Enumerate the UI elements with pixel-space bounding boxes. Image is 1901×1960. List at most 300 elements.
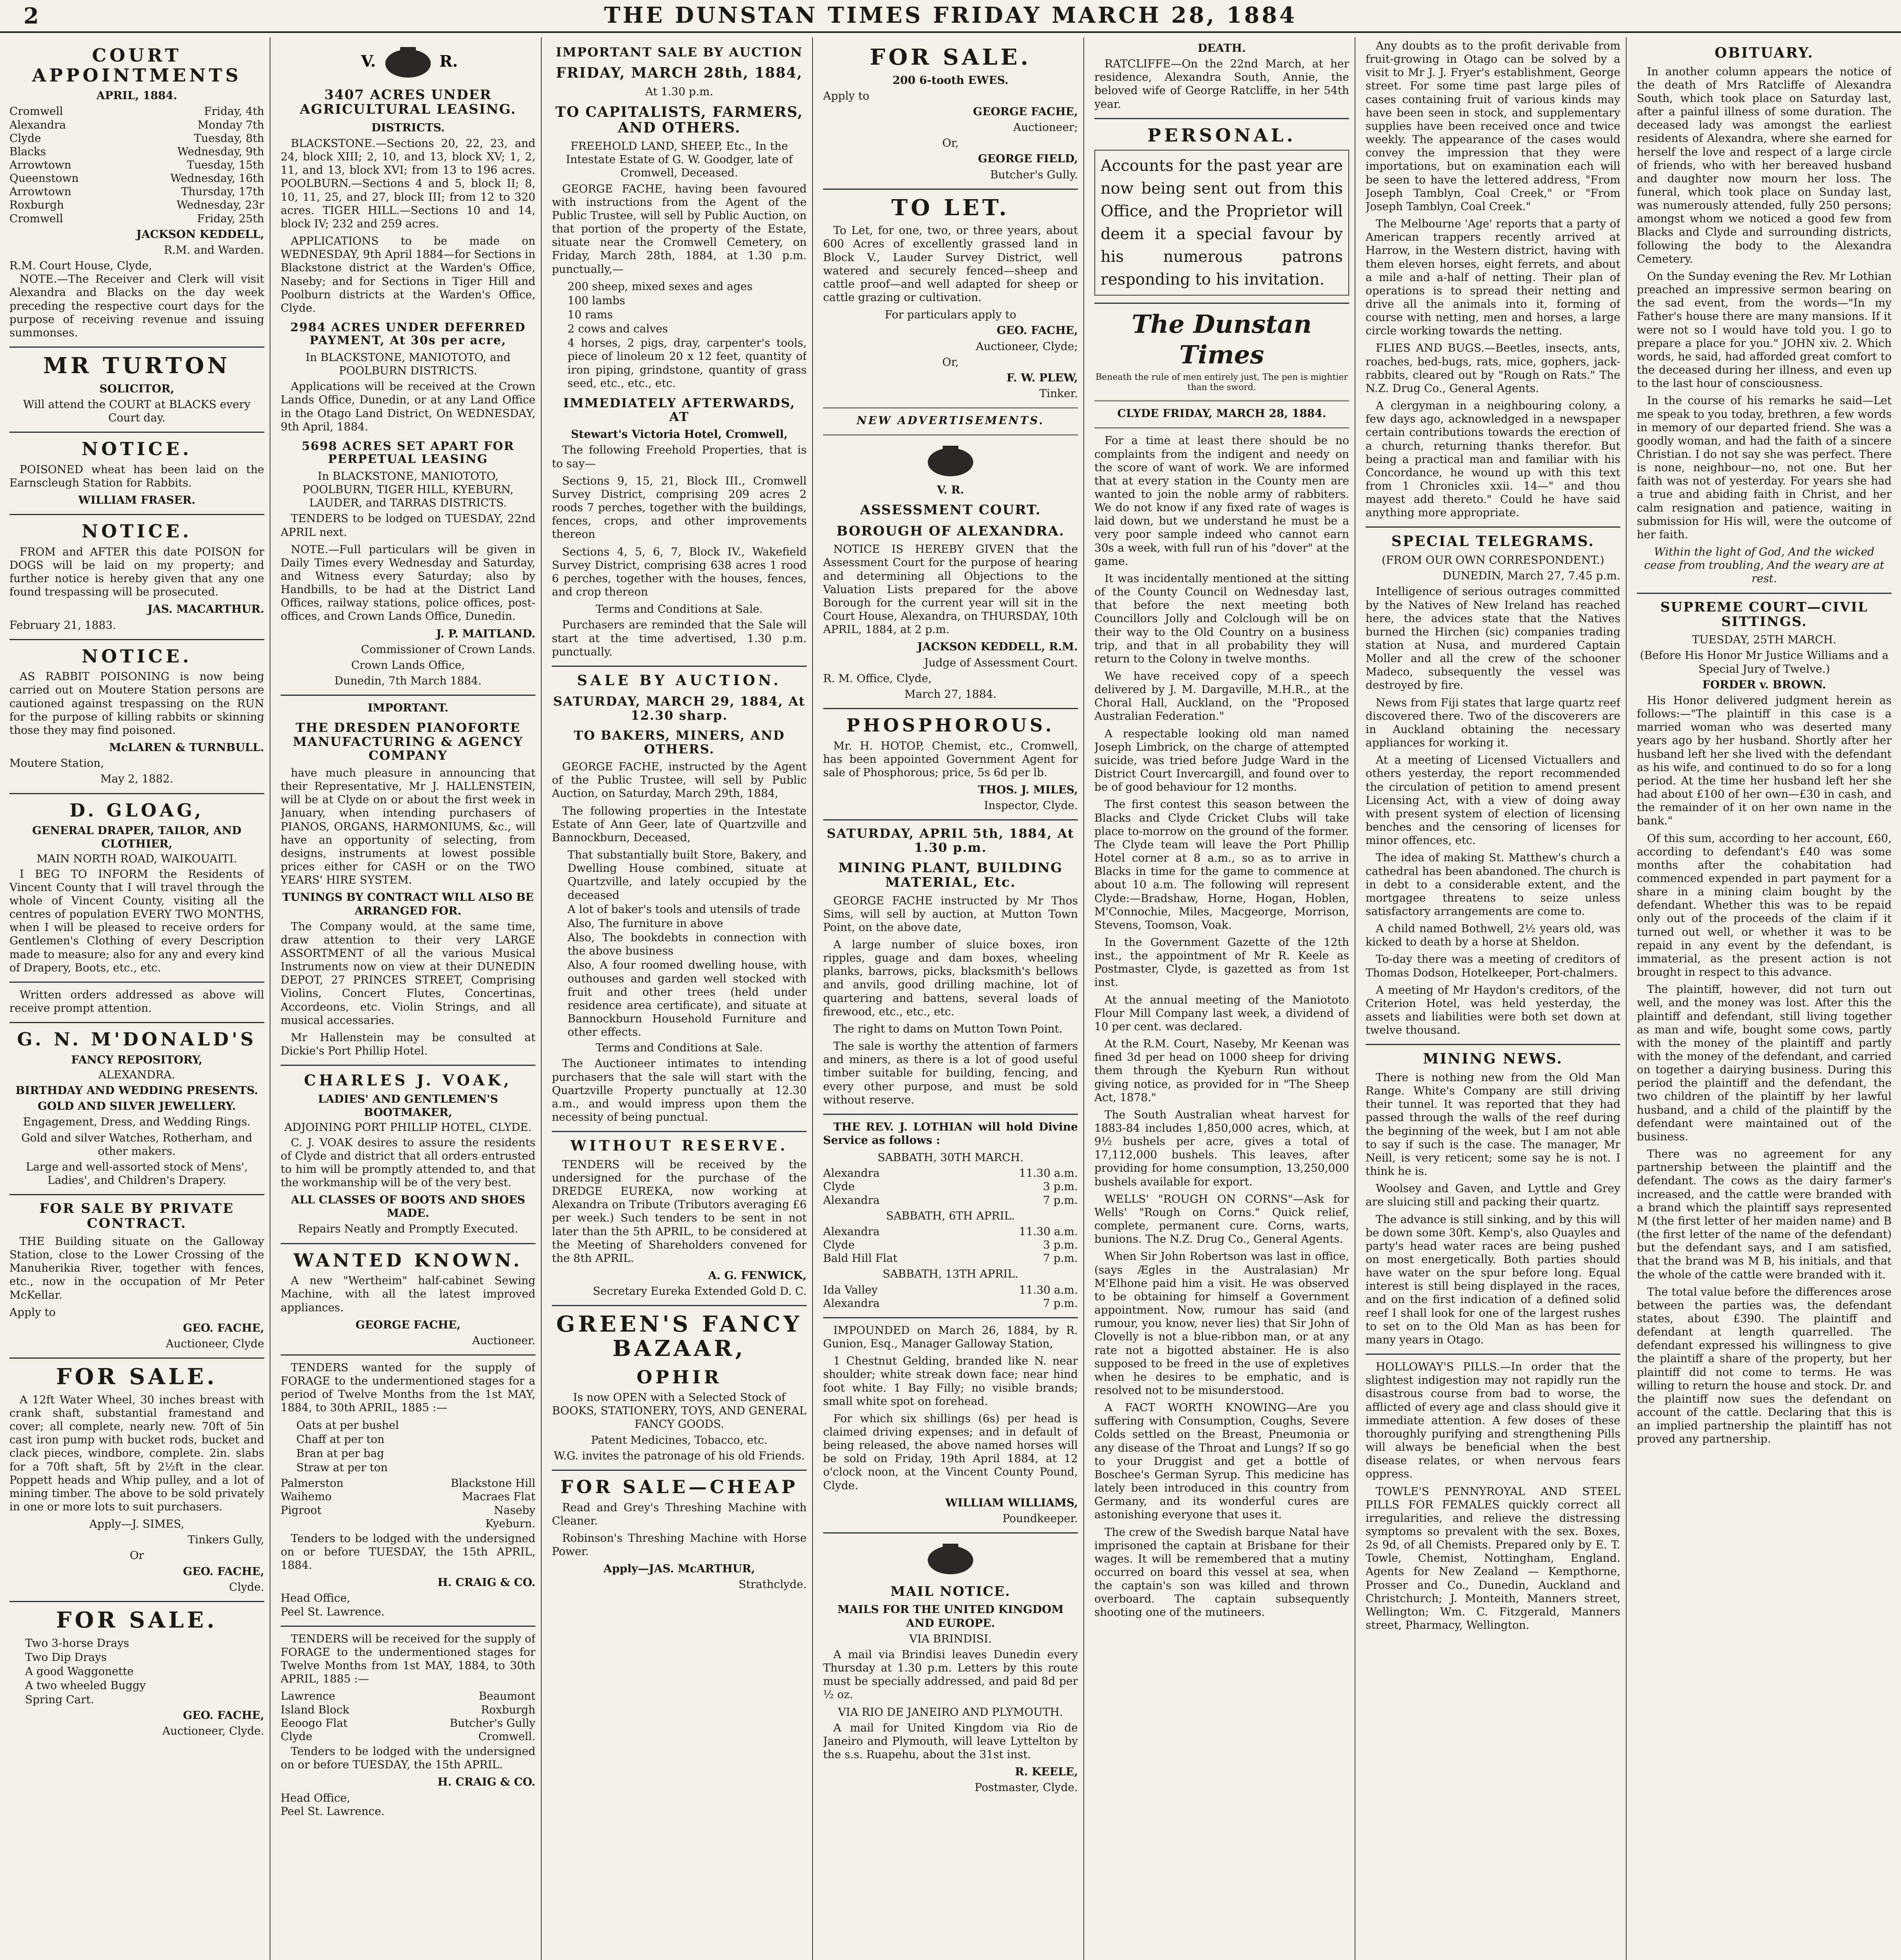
column-rule: [541, 37, 542, 1960]
mining-sale-heading: MINING PLANT, BUILDING MATERIAL, Etc.: [838, 860, 1063, 891]
divider: [281, 1243, 535, 1244]
news-paragraph: For a time at least there should be no complaints from the indigent and needy on the score of want of work. We are informed that at every station in the County men are wanted to join the noble army of rabbiters. We do not know if any fixed rate of wages is laid down, but we understand he must be a very poor sample indeed who cannot earn 30s a week, with full run of his "dover" at the game.: [1094, 434, 1349, 568]
telegram-paragraph: News from Fiji states that large quartz reef discovered there. Two of the discoverers are in Auckland obtaining the necessary appliances for working it.: [1366, 696, 1620, 750]
supreme-court-heading: SUPREME COURT—CIVIL SITTINGS.: [1660, 599, 1868, 630]
divider: [281, 695, 535, 696]
column-rule: [1626, 37, 1627, 1960]
perpetual-sub: In BLACKSTONE, MANIOTOTO, POOLBURN, TIGER HILL, KYEBURN, LAUDER, and TARRAS DISTRICTS.: [302, 469, 514, 510]
mining-sale-note: The sale is worthy the attention of farmers and miners, as there is a lot of good useful timber suitable for building, fencing, and every other purpose, and must be sold without reserve.: [823, 1040, 1078, 1106]
death-heading: DEATH.: [1197, 42, 1246, 54]
impound-signature-title: Poundkeeper.: [1002, 1512, 1078, 1525]
schedule-place: Alexandra: [823, 1225, 880, 1238]
mail-heading: MAIL NOTICE.: [890, 1584, 1011, 1600]
list-item: That substantially built Store, Bakery, and Dwelling House combined, situate at Quartzville, and lately occupied by the deceased: [568, 848, 807, 902]
list-item: Straw at per ton: [296, 1461, 388, 1474]
mcdonald-line: Engagement, Dress, and Wedding Rings.: [23, 1115, 251, 1129]
terms: Terms and Conditions at Sale.: [595, 603, 763, 616]
court-paragraph: The total value before the differences arose between the parties was, the defendant states, about £390. The plaintiff and defendant at length quarrelled. The defendant expressed his willingness to give the plaintiff a share of the property, but her plaintiff did not come to terms. He was willing to return the house and stock. Dr. and the plaintiff now sues the defendant on account of the cattle. Declaring that this is an implied partnership the plaintiff has not proved any partnership.: [1637, 1285, 1892, 1446]
notice3-date: May 2, 1882.: [100, 772, 173, 786]
phosphorous-text: Mr. H. HOTOP, Chemist, etc., Cromwell, has been appointed Government Agent for sale of Phosphorous; price, 5s 6d per lb.: [823, 739, 1078, 779]
sale1-or: Or: [129, 1549, 144, 1562]
schedule-place: Alexandra: [823, 1167, 880, 1180]
list-item: Also, The bookdebts in connection with the above business: [568, 931, 807, 958]
lothian-heading: THE REV. J. LOTHIAN will hold Divine Service as follows :: [823, 1120, 1078, 1147]
telegram-paragraph: The idea of making St. Matthew's church a cathedral has been abandoned. The church is in debt to a considerable extent, and the mortgagee threatens to seize unless satisfactory arrangements are come to.: [1366, 851, 1620, 918]
news-paragraph: In the Government Gazette of the 12th inst., the appointment of Mr R. Keele as Postmaster, Clyde, is gazetted as from 1st inst.: [1094, 935, 1349, 989]
schedule-place: Bald Hill Flat: [823, 1252, 898, 1265]
column-7: [1637, 39, 1892, 1960]
schedule-value: 7 p.m.: [1043, 1296, 1078, 1310]
mail-signature-title: Postmaster, Clyde.: [974, 1781, 1078, 1794]
impound-text: IMPOUNDED on March 26, 1884, by R. Gunion, Esq., Manager Galloway Station,: [823, 1323, 1078, 1350]
place-row: [281, 1477, 535, 1490]
divider: [552, 1131, 807, 1132]
telegrams-sub: (FROM OUR OWN CORRESPONDENT.): [1382, 554, 1604, 567]
place-name: Cromwell.: [478, 1730, 535, 1743]
notice3-place: Moutere Station,: [9, 757, 104, 770]
news-paragraph: WELLS' "ROUGH ON CORNS"—Ask for Wells' "Rough on Corns." Quick relief, complete, permanent cure. Corns, warts, bunions. The N.Z. Drug Co., General Agents.: [1094, 1192, 1349, 1246]
cheap-place: Strathclyde.: [738, 1578, 807, 1591]
forage-office-2: Peel St. Lawrence.: [281, 1605, 385, 1618]
green-heading: GREEN'S FANCY BAZAAR,: [556, 1311, 802, 1361]
new-ads-heading: NEW ADVERTISEMENTS.: [856, 414, 1045, 427]
to-let-signature-place: Tinker.: [1039, 387, 1078, 400]
schedule-value: Wednesday, 23r: [176, 198, 264, 212]
mail-text: MAILS FOR THE UNITED KINGDOM AND EUROPE.: [837, 1603, 1064, 1630]
schedule-place: Clyde: [9, 131, 41, 145]
news-paragraph: The South Australian wheat harvest for 1883-84 includes 1,850,000 acres, which, at 9½ bushels per acre, gives a total of 17,112,000 bushels. This leaves, after providing for home consumption, 13,250,000 bushels available for export.: [1094, 1108, 1349, 1188]
piano-heading: THE DRESDEN PIANOFORTE MANUFACTURING & AGENCY COMPANY: [293, 720, 523, 763]
supreme-court-case: FORDER v. BROWN.: [1702, 678, 1826, 691]
notice2-signature: JAS. MACARTHUR.: [147, 603, 264, 616]
mcdonald-line: BIRTHDAY AND WEDDING PRESENTS.: [15, 1084, 258, 1097]
reserve-signature: A. G. FENWICK,: [708, 1269, 807, 1282]
list-item: Oats at per bushel: [296, 1418, 399, 1432]
mining-sale-also: The right to dams on Mutton Town Point.: [833, 1022, 1063, 1035]
place-name: Pigroot: [281, 1503, 322, 1517]
mail-via: VIA BRINDISI.: [909, 1632, 992, 1645]
forage2-office-2: Peel St. Lawrence.: [281, 1804, 385, 1818]
forage-signature: H. CRAIG & CO.: [437, 1576, 535, 1589]
wanted-text: A new "Wertheim" half-cabinet Sewing Machine, with all the latest improved appliances.: [281, 1274, 535, 1314]
schedule-row: [9, 132, 264, 145]
forage-items: [281, 1419, 535, 1475]
schedule-place: Arrowtown: [9, 185, 71, 198]
freehold-intro: The following Freehold Properties, that is to say—: [552, 443, 807, 470]
forage-places: [281, 1477, 535, 1530]
column-1: [9, 39, 264, 1960]
court-paragraph: There was no agreement for any partnership between the plaintiff and the defendant. The cows as the dairy farmer's increased, and the cattle were branded with a brand which the plaintiff says represented M (the first letter of her maiden name) and B (the first letter of the name of the defendant) but the defendant says, and I am satisfied, that the brand was M B, his initials, and that the whole of the cattle were branded with it.: [1637, 1147, 1892, 1281]
assessment-sub: BOROUGH OF ALEXANDRA.: [836, 523, 1065, 539]
lease-text: BLACKSTONE.—Sections 20, 22, 23, and 24, block XIII; 2, 10, and 13, block XV; 1, 2, 11, and 13, block XVI; from 13 to 196 acres. POOLBURN.—Sections 4 and 5, block II; 8, 10, 11, 25, and 27, block III; from 12 to 320 acres. TIGER HILL.—Sections 10 and 14, block IV; 232 and 259 acres.: [281, 136, 535, 230]
divider: [9, 1022, 264, 1023]
sale2-terms: Terms and Conditions at Sale.: [595, 1041, 763, 1054]
voak-name: CHARLES J. VOAK,: [304, 1071, 512, 1089]
mining-sale-text: GEORGE FACHE instructed by Mr Thos Sims, will sell by auction, at Mutton Town Point, on the above date,: [823, 894, 1078, 934]
column-2: [281, 39, 535, 1960]
voak-text: C. J. VOAK desires to assure the residents of Clyde and district that all orders entrusted to him will be promptly attended to, and that the workmanship will be of the very best.: [281, 1136, 535, 1189]
place-row: [281, 1490, 535, 1503]
place-name: Waihemo: [281, 1490, 332, 1503]
reserve-heading: WITHOUT RESERVE.: [570, 1138, 788, 1154]
divider: [1637, 593, 1892, 594]
sale2-heading: FOR SALE.: [56, 1607, 218, 1633]
reserve-text: TENDERS will be received by the undersigned for the purchase of the DREDGE EUREKA, now working at Alexandra on Tribute (Tributors averaging £6 per week.) Such tenders to be sent in not later than the 5th APRIL, to be considered at the Meeting of Shareholders convened for the 8th APRIL.: [552, 1158, 807, 1265]
telegrams-dateline: DUNEDIN, March 27, 7.45 p.m.: [1442, 569, 1620, 583]
list-item: A good Waggonette: [25, 1664, 134, 1678]
important-sale-heading: IMPORTANT SALE BY AUCTION: [556, 45, 803, 60]
news-paragraph: At the annual meeting of the Maniototo Flour Mill Company last week, a dividend of 10 per cent. was declared.: [1094, 993, 1349, 1033]
news-paragraph: A respectable looking old man named Joseph Limbrick, on the charge of attempted suicide, was tried before Judge Ward in the District Court Invercargill, and found over to be of good behaviour for 12 months.: [1094, 727, 1349, 794]
forage2-office: Head Office,: [281, 1791, 350, 1804]
forage2-places: [281, 1690, 535, 1743]
mail-text-2: A mail via Brindisi leaves Dunedin every Thursday at 1.30 p.m. Letters by this route must be specially addressed, and paid 8d per ½ oz.: [823, 1648, 1078, 1701]
divider: [9, 639, 264, 640]
royal-crest-icon: [823, 1539, 1078, 1578]
lease-heading: 3407 ACRES UNDER AGRICULTURAL LEASING.: [299, 87, 517, 118]
for-sale-signature-title: Auctioneer;: [1013, 121, 1078, 134]
news-paragraph: A clergyman in a neighbouring colony, a few days ago, acknowledged in a newspaper certain contributions towards the erection of a church, returning thanks therefor. But being a practical man and familiar with his Concordance, he wound up with this text from 1 Chronicles xxii. 14—" and thou mayest add thereto." Could he have said anything more appropriate.: [1366, 399, 1620, 519]
deferred-text: Applications will be received at the Crown Lands Office, Dunedin, or at any Land Office in the Otago Land District, On WEDNESDAY, 9th April, 1884.: [281, 380, 535, 433]
forage2-text: TENDERS will be received for the supply of FORAGE to the undermentioned stages for Twelve Months from 1st MAY, 1884, to 30th APRIL, 1885 :—: [281, 1632, 535, 1686]
schedule-value: Tuesday, 15th: [187, 158, 264, 171]
mining-paragraph: Woolsey and Gaven, and Lyttle and Grey are sluicing still and packing their quartz.: [1366, 1182, 1620, 1209]
divider: [823, 1532, 1078, 1534]
sale2-signature-title: Auctioneer, Clyde.: [162, 1724, 264, 1738]
assessment-signature: JACKSON KEDDELL, R.M.: [917, 640, 1078, 653]
news-paragraph: Any doubts as to the profit derivable from fruit-growing in Otago can be solved by a visit to Mr J. J. Fryer's establishment, George street. For some time past large piles of cases containing fruit of various kinds may have been seen in stock, and supplementary supplies have been received once and twice weekly. The appearance of the cases would convey the impression that they were importations, but on examination each will be seen to have the lettered address, "From Joseph Tamblyn, Coal Creek," or "From Joseph Tamblyn, Coal Creek.": [1366, 39, 1620, 213]
court-paragraph: The plaintiff, however, did not turn out well, and the money was lost. After this the plaintiff and defendant, still living together as man and wife, bought some cows, partly with the money of the plaintiff and partly with the money of the defendant, and carried on together a dairying business. During this period the plaintiff and the defendant, the two children of the plaintiff by her lawful husband, and a child of the plaintiff by the defendant were maintained out of the business.: [1637, 983, 1892, 1143]
court-date: APRIL, 1884.: [96, 89, 177, 102]
divider: [1094, 303, 1349, 304]
divider: [9, 982, 264, 983]
paper-motto: Beneath the rule of men entirely just, The pen is mightier than the sword.: [1096, 372, 1348, 393]
divider: [823, 407, 1078, 408]
sale2-text: GEORGE FACHE, instructed by the Agent of the Public Trustee, will sell by Public Auction, on Saturday, March 29th, 1884,: [552, 760, 807, 800]
freehold-text: Sections 9, 15, 21, Block III., Cromwell Survey District, comprising 209 acres 2 roods 7 perches, together with the buildings, fences, crops, and other improvements thereon: [552, 474, 807, 541]
piano-text-2: The Company would, at the same time, draw attention to their very LARGE ASSORTMENT of all the various Musical Instruments now on view at their DUNEDIN DEPOT, 27 PRINCES STREET, Comprising Violins, Concert Flutes, Concertinas, Accordeons, etc. Violin Strings, and all musical accessaries.: [281, 920, 535, 1027]
wanted-heading: WANTED KNOWN.: [293, 1249, 523, 1271]
voak-line: ALL CLASSES OF BOOTS AND SHOES MADE.: [291, 1193, 525, 1220]
gloag-name: D. GLOAG,: [69, 799, 204, 821]
sale-to: TO CAPITALISTS, FARMERS, AND OTHERS.: [555, 103, 804, 136]
schedule-value: Wednesday, 16th: [170, 172, 264, 185]
column-5: [1094, 39, 1349, 1960]
sale1-text: A 12ft Water Wheel, 30 inches breast with crank shaft, substantial framestand and cover; all complete, nearly new. 70ft of 5in cast iron pump with bucket rods, bucket and clack pieces, windbore, complete. 2in. slabs for a 70ft shaft, 5ft by 2½ft in the clear. Poppett heads and Whip pulley, and a lot of mining timber. The above to be sold privately in one or more lots to suit purchasers.: [9, 1393, 264, 1513]
schedule-place: Cromwell: [9, 105, 63, 118]
schedule-place: Cromwell: [9, 212, 63, 225]
court-signature-title: R.M. and Warden.: [164, 243, 264, 256]
to-let-signature-2: F. W. PLEW,: [1006, 371, 1078, 384]
schedule-place: Queenstown: [9, 172, 79, 185]
impound-items: 1 Chestnut Gelding, branded like N. near shoulder; white streak down face; near hind foot white. 1 Bay Filly; no visible brands; small white spot on forehead.: [823, 1354, 1078, 1408]
court-note: NOTE.—The Receiver and Clerk will visit Alexandra and Blacks on the day week preceding the respective court days for the purpose of receiving revenue and issuing summonses.: [9, 272, 264, 339]
news-paragraph: The Melbourne 'Age' reports that a party of American trappers recently arrived at Harrow, in the Western district, having with them eleven horses, eight ferrets, and about a mile and a-half of netting. Their plan of operations is to spread their netting and drive all the animals into it, forming of course with netting, men and horses, a large circle working towards the netting.: [1366, 217, 1620, 338]
place-row: [281, 1690, 535, 1703]
mcdonald-name: G. N. M'DONALD'S: [17, 1029, 257, 1050]
personal-heading: PERSONAL.: [1147, 124, 1296, 146]
vr-mark: V. R.: [937, 483, 964, 497]
contract-apply: Apply to: [9, 1305, 56, 1319]
court-paragraph: Of this sum, according to her account, £60, according to defendant's £40 was some months after the cohabitation had commenced expended in part payment for a share in a mining claim bought by the defendant. Whether this was to be repaid only out of the proceeds of the claim if it turned out well, or whether it was to be repaid in any event by the defendant, is immaterial, as the present action is not brought in respect to this advance.: [1637, 831, 1892, 979]
schedule-value: 11.30 a.m.: [1019, 1167, 1078, 1180]
perpetual-note: NOTE.—Full particulars will be given in Daily Times every Wednesday and Saturday, and Witness every Saturday; also by Handbills, to be had at the District Land Offices, railway stations, police offices, post-offices, and Crown Lands Office, Dunedin.: [281, 543, 535, 623]
phosphorous-signature-title: Inspector, Clyde.: [984, 799, 1078, 812]
important-heading: IMPORTANT.: [368, 701, 448, 715]
impound-note: For which six shillings (6s) per head is claimed driving expenses; and in default of being released, the above named horses will be sold on Friday, 19th April 1884, at 12 o'clock noon, at the Vincent County Pound, Clyde.: [823, 1412, 1078, 1492]
divider: [281, 1354, 535, 1356]
schedule-row: [9, 212, 264, 225]
to-let-or: Or,: [942, 355, 959, 368]
gloag-address: MAIN NORTH ROAD, WAIKOUAITI.: [36, 852, 237, 866]
divider: [552, 1305, 807, 1306]
list-item: A lot of baker's tools and utensils of trade: [568, 902, 800, 916]
schedule-place: Clyde: [823, 1180, 855, 1193]
divider: [1094, 427, 1349, 428]
schedule-value: 11.30 a.m.: [1019, 1283, 1078, 1296]
list-item: 10 rams: [568, 308, 613, 321]
notice2-text: FROM and AFTER this date POISON for DOGS will be laid on my property; and further notice is hereby given that any one found trespassing will be prosecuted.: [9, 545, 264, 599]
schedule-place: Alexandra: [823, 1296, 880, 1310]
forage2-close: Tenders to be lodged with the undersigned on or before TUESDAY, the 15th APRIL.: [281, 1745, 535, 1771]
supreme-court-sub: (Before His Honor Mr Justice Williams and a Special Jury of Twelve.): [1640, 649, 1889, 675]
news-paragraph: When Sir John Robertson was last in office, (says Ægles in the Australasian) Mr M'Elhone paid him a visit. He was observed to be obtaining for himself a Government appointment. Now, rumour has said (and rumour, you know, never lies) that Sir John of Clovelly is not a blue-ribbon man, or at any rate not a bigotted abstainer. He is also supposed to be freed in the use of expletives when he desires to be emphatic, and is resolved not to be misunderstood.: [1094, 1250, 1349, 1397]
contract-text: THE Building situate on the Galloway Station, close to the Lower Crossing of the Manuherikia River, together with fences, etc., now in the occupation of Mr Peter McKellar.: [9, 1234, 264, 1301]
divider: [552, 666, 807, 667]
divider: [1366, 1354, 1620, 1355]
telegram-paragraph: A meeting of Mr Haydon's creditors, of the Criterion Hotel, was held yesterday, the assets and liabilities were both set down at twelve thousand.: [1366, 983, 1620, 1037]
divider: [281, 1626, 535, 1627]
supreme-court-date: TUESDAY, 25TH MARCH.: [1692, 633, 1837, 646]
news-paragraph: It was incidentally mentioned at the sitting of the County Council on Wednesday last, that before the next meeting both Councillors Jolly and Colclough will be on their way to the Old Country on a business trip, and that in all probability they will return to the Colony in twelve months.: [1094, 572, 1349, 665]
forage-office: Head Office,: [281, 1592, 350, 1605]
news-paragraph: At the R.M. Court, Naseby, Mr Keenan was fined 3d per head on 1000 sheep for driving them through the Kyeburn Run without giving notice, as provided for in "The Sheep Act, 1878.": [1094, 1037, 1349, 1104]
list-item: 2 cows and calves: [568, 322, 668, 336]
schedule-row: [823, 1252, 1078, 1265]
contract-signature: GEO. FACHE,: [183, 1321, 264, 1334]
for-sale-heading: FOR SALE.: [869, 44, 1032, 70]
purchasers-note: Purchasers are reminded that the Sale will start at the time advertised, 1.30 p.m. punctually.: [552, 618, 807, 658]
schedule-place: Arrowtown: [9, 158, 71, 171]
schedule-place: Roxburgh: [9, 198, 64, 212]
for-sale-signature-2: GEORGE FIELD,: [978, 152, 1078, 165]
place-name: Eeoogo Flat: [281, 1716, 348, 1730]
column-3: [552, 39, 807, 1960]
notice3-text: AS RABBIT POISONING is now being carried out on Moutere Station persons are cautioned against trespassing on the RUN for the purpose of killing rabbits or skinning those they may find poisoned.: [9, 670, 264, 737]
gloag-text: I BEG TO INFORM the Residents of Vincent County that I will travel through the whole of Vincent County, visiting all the centres of population EVERY TWO MONTHS, when I will be pleased to receive orders for Gentlemen's Clothing of every Description made to measure; also for any and every kind of Drapery, Boots, etc., etc.: [9, 867, 264, 974]
voak-trade: LADIES' AND GENTLEMEN'S BOOTMAKER,: [318, 1093, 498, 1119]
divider: [9, 1194, 264, 1195]
forage-close: Tenders to be lodged with the undersigned on or before TUESDAY, the 15th APRIL, 1884.: [281, 1532, 535, 1572]
sale2-list: [9, 1637, 264, 1707]
sale1-signature: GEO. FACHE,: [183, 1564, 264, 1578]
schedule-place: Clyde: [823, 1238, 855, 1252]
reserve-signature-title: Secretary Eureka Extended Gold D. C.: [593, 1285, 807, 1298]
list-item: A two wheeled Buggy: [25, 1679, 146, 1692]
districts-heading: DISTRICTS.: [371, 121, 445, 134]
list-item: Also, A four roomed dwelling house, with outhouses and garden well stocked with fruit and other trees (held under residence area certificate), and situate at Bannockburn Household Furniture and other effects.: [568, 958, 807, 1039]
list-item: Two 3-horse Drays: [25, 1636, 129, 1650]
for-sale-text: 200 6-tooth EWES.: [892, 73, 1009, 87]
schedule-place: Blacks: [9, 145, 46, 158]
assessment-signature-title: Judge of Assessment Court.: [924, 656, 1078, 669]
perpetual-heading: 5698 ACRES SET APART FOR PERPETUAL LEASING: [301, 439, 515, 466]
freehold-text: Sections 4, 5, 6, 7, Block IV., Wakefield Survey District, comprising 638 acres 1 rood 6 perches, together with the houses, fences, and crop thereon: [552, 545, 807, 599]
place-name: Beaumont: [479, 1690, 535, 1703]
piano-text: have much pleasure in announcing that their Representative, Mr J. HALLENSTEIN, will be at Clyde on or about the first week in January, when intending purchasers of PIANOS, ORGANS, HARMONIUMS, &c., will have an opportunity of selecting, from designs, instruments at lowest possible prices either for CASH or on the TWO YEARS' HIRE SYSTEM.: [281, 766, 535, 887]
green-place: OPHIR: [637, 1366, 722, 1388]
mining-paragraph: There is nothing new from the Old Man Range. White's Company are still driving their tunnel. It was reported that they had passed through the walls of the reef during the beginning of the week, but I am not able to say if such is the case. The manager, Mr Neill, is very reticent; some say he is not. I think he is.: [1366, 1071, 1620, 1178]
divider: [9, 793, 264, 794]
news-paragraph: A FACT WORTH KNOWING—Are you suffering with Consumption, Coughs, Severe Colds settled on the Breast, Pneumonia or any disease of the Throat and Lungs? If so go to your Druggist and get a bottle of Boschee's German Syrup. This medicine has lately been introduced in this country from Germany, and its wonderful cures are astonishing everyone that uses it.: [1094, 1401, 1349, 1521]
obituary-paragraph: In the course of his remarks he said—Let me speak to you today, brethren, a few words in memory of our departed friend. She was a goodly woman, and had the faith of a sincere Christian. I do not say she was perfect. There is none, neighbour—no, not one. But her faith was not of yesterday. For years she had a true and abiding faith in Christ, and her calm resignation and patience, waiting in submission for His will, were the outcome of her faith.: [1637, 394, 1892, 541]
list-item: Two Dip Drays: [25, 1650, 107, 1664]
paper-nameplate: The Dunstan Times: [1132, 310, 1312, 370]
contract-signature-title: Auctioneer, Clyde: [166, 1337, 264, 1350]
voak-line: Repairs Neatly and Promptly Executed.: [298, 1222, 518, 1236]
divider: [823, 434, 1078, 436]
lease-apply: APPLICATIONS to be made on WEDNESDAY, 9th April 1884—for Sections in Blackstone district at the Warden's Office, Naseby; and for Sections in Tiger Hill and Poolburn districts at the Warden's Office, Clyde.: [281, 234, 535, 314]
court-paragraph: His Honor delivered judgment herein as follows:—"The plaintiff in this case is a married woman who was deserted many years ago by her husband. Shortly after her husband left her she lived with the defendant as his wife, and continued to do so for a long period. At the time her husband left her she had about £100 of her own—£30 in cash, and the remainder of it on her own name in the bank.": [1637, 693, 1892, 828]
masthead-title: THE DUNSTAN TIMES FRIDAY MARCH 28, 1884: [604, 2, 1297, 28]
hotel-name: Stewart's Victoria Hotel, Cromwell,: [571, 428, 788, 441]
cheap-text: Read and Grey's Threshing Machine with Cleaner.: [552, 1501, 807, 1527]
wanted-signature-title: Auctioneer.: [472, 1334, 535, 1347]
place-row: [281, 1517, 535, 1530]
schedule-place: Alexandra: [823, 1193, 880, 1207]
perpetual-text: TENDERS to be lodged on TUESDAY, 22nd APRIL next.: [281, 512, 535, 539]
perpetual-office: Crown Lands Office,: [351, 658, 465, 671]
royal-crest-icon: [281, 42, 535, 82]
perpetual-signature: J. P. MAITLAND.: [436, 627, 535, 640]
list-item: Spring Cart.: [25, 1693, 94, 1706]
news-paragraph: We have received copy of a speech delivered by J. M. Dargaville, M.H.R., at the Choral Hall, Auckland, on the "Proposed Australian Federation.": [1094, 670, 1349, 723]
telegram-paragraph: To-day there was a meeting of creditors of Thomas Dodson, Hotelkeeper, Port-chalmers.: [1366, 953, 1620, 979]
notice1-text: POISONED wheat has been laid on the Earnscleugh Station for Rabbits.: [9, 463, 264, 489]
divider: [552, 1470, 807, 1471]
lothian-sabbath: SABBATH, 30TH MARCH.: [877, 1151, 1024, 1164]
for-sale-apply: Apply to: [823, 89, 869, 102]
paper-dateline: CLYDE FRIDAY, MARCH 28, 1884.: [1117, 407, 1326, 420]
schedule-place: Ida Valley: [823, 1283, 878, 1296]
court-office: R.M. Court House, Clyde,: [9, 259, 152, 272]
schedule-row: [9, 198, 264, 212]
lothian-schedule: [823, 1225, 1078, 1265]
schedule-row: [823, 1225, 1078, 1238]
towle-ad: TOWLE'S PENNYROYAL AND STEEL PILLS FOR FEMALES quickly correct all irregularities, and relieve the distressing symptoms so prevalent with the sex. Boxes, 2s 9d, of all Chemists. Prepared only by E. T. Towle, Chemist, Nottingham, England. Agents for New Zealand — Kempthorne, Prosser and Co., Dunedin, Auckland and Christchurch; J. Monteith, Manners street, Wellington; Wm. C. Fitzgerald, Manners street, Pharmacy, Wellington.: [1366, 1485, 1620, 1632]
phosphorous-signature: THOS. J. MILES,: [978, 783, 1078, 797]
schedule-row: [9, 105, 264, 118]
wanted-signature: GEORGE FACHE,: [356, 1318, 461, 1331]
schedule-row: [9, 185, 264, 198]
schedule-row: [823, 1238, 1078, 1252]
lothian-schedule: [823, 1283, 1078, 1310]
schedule-value: Thursday, 17th: [181, 185, 264, 198]
telegram-paragraph: Intelligence of serious outrages committed by the Natives of New Ireland has reached here, the advices state that the Natives burned the Hirchen (sic) companies trading station at Nusa, and murdered Captain Moller and all the crew of the schooner Madeco, subsequently the vessel was destroyed by fire.: [1366, 585, 1620, 692]
divider: [1094, 118, 1349, 119]
obituary-paragraph: In another column appears the notice of the death of Mrs Ratcliffe of Alexandra South, which took place on Saturday last, after a painful illness of some duration. The deceased lady was amongst the earliest residents of Alexandra, where she earned for herself the love and respect of a large circle of friends, who with her bereaved husband and daughter now mourn her loss. The funeral, which took place on Sunday last, was numerously attended, fully 250 persons; amongst whom we noticed a good few from Blacks and Clyde and surrounding districts, following the body to the Alexandra Cemetery.: [1637, 65, 1892, 265]
divider: [9, 1357, 264, 1359]
mail-text-3: A mail for United Kingdom via Rio de Janeiro and Plymouth, will leave Lyttelton by the s.s. Ruapehu, about the 31st inst.: [823, 1721, 1078, 1761]
for-sale-signature: GEORGE FACHE,: [973, 105, 1078, 118]
mcdonald-line: Large and well-assorted stock of Mens', Ladies', and Children's Drapery.: [25, 1160, 248, 1187]
schedule-row: [823, 1194, 1078, 1207]
immediately-heading: IMMEDIATELY AFTERWARDS, AT: [563, 395, 796, 425]
notice2-date: February 21, 1883.: [9, 618, 116, 632]
mining-sale-date: SATURDAY, APRIL 5th, 1884, At 1.30 p.m.: [827, 826, 1074, 855]
divider: [1366, 1044, 1620, 1045]
turton-name: MR TURTON: [43, 353, 230, 379]
personal-notice: Accounts for the past year are now being sent out from this Office, and the Proprietor will deem it a special favour by his numerous patrons responding to his invitation.: [1094, 150, 1349, 296]
perpetual-date: Dunedin, 7th March 1884.: [334, 674, 482, 688]
sale2-items: [552, 848, 807, 1039]
deferred-heading: 2984 ACRES UNDER DEFERRED PAYMENT, At 30s per acre,: [290, 320, 526, 347]
schedule-value: 7 p.m.: [1043, 1252, 1078, 1265]
green-text: Is now OPEN with a Selected Stock of BOOKS, STATIONERY, TOYS, AND GENERAL FANCY GOODS.: [552, 1391, 807, 1431]
voak-address: ADJOINING PORT PHILLIP HOTEL, CLYDE.: [284, 1121, 532, 1134]
mcdonald-sub: FANCY REPOSITORY,: [71, 1053, 203, 1066]
to-let-signature: GEO. FACHE,: [996, 324, 1078, 337]
sale2-props: The following properties in the Intestate Estate of Ann Geer, late of Quartzville and Bannockburn, Deceased,: [552, 804, 807, 844]
column-6: [1366, 39, 1620, 1960]
obituary-paragraph: On the Sunday evening the Rev. Mr Lothian preached an impressive sermon bearing on the sad event, from the words—"In my Father's house there are many mansions. If it were not so I would have told you. I go to prepare a place for you." JOHN xiv. 2. Which words, he said, had afforded great comfort to the deceased during her illness, and even up to the last hour of consciousness.: [1637, 269, 1892, 390]
mail-signature: R. KEELE,: [1015, 1765, 1078, 1779]
schedule-row: [9, 118, 264, 132]
sale2-heading: SALE BY AUCTION.: [577, 672, 782, 689]
list-item: 4 horses, 2 pigs, dray, carpenter's tools, piece of linoleum 20 x 12 feet, quantity of iron piping, grindstone, quantity of grass seed, etc., etc., etc.: [568, 336, 807, 390]
forage-text: TENDERS wanted for the supply of FORAGE to the undermentioned stages for a period of Twelve Months from the 1st MAY, 1884, to 30th APRIL, 1885 :—: [281, 1361, 535, 1414]
for-sale-signature-place: Butcher's Gully.: [990, 168, 1078, 181]
turton-title: SOLICITOR,: [99, 382, 174, 395]
divider: [1094, 400, 1349, 401]
divider: [823, 819, 1078, 820]
mining-news-heading: MINING NEWS.: [1423, 1051, 1563, 1067]
list-item: Chaff at per ton: [296, 1432, 385, 1446]
schedule-row: [9, 145, 264, 158]
notice1-signature: WILLIAM FRASER.: [78, 493, 196, 506]
schedule-value: Tuesday, 8th: [194, 131, 264, 145]
obituary-poem: Within the light of God, And the wicked cease from troubling, And the weary are at rest.: [1644, 545, 1885, 585]
gloag-note: Written orders addressed as above will receive prompt attention.: [9, 988, 264, 1014]
place-name: Clyde: [281, 1730, 312, 1743]
sale2-signature: GEO. FACHE,: [183, 1709, 264, 1722]
lothian-sabbath: SABBATH, 13TH APRIL.: [882, 1267, 1019, 1281]
phosphorous-heading: PHOSPHOROUS.: [846, 714, 1055, 736]
svg-text:V.: V.: [361, 52, 376, 71]
court-signature: JACKSON KEDDELL,: [136, 227, 264, 241]
court-appointments-heading: COURT APPOINTMENTS: [32, 45, 242, 86]
impound-signature: WILLIAM WILLIAMS,: [945, 1496, 1078, 1509]
cheap-text-2: Robinson's Threshing Machine with Horse Power.: [552, 1531, 807, 1558]
mining-sale-lot: A large number of sluice boxes, iron ripples, guage and dam boxes, wheeling planks, barrows, picks, blacksmith's bellows and anvils, good drilling machine, lot of quartering and battens, several loads of firewood, etc., etc., etc.: [823, 938, 1078, 1018]
court-schedule: [9, 105, 264, 225]
schedule-value: 11.30 a.m.: [1019, 1225, 1078, 1238]
cheap-heading: FOR SALE—CHEAP: [560, 1476, 798, 1497]
place-row: [281, 1703, 535, 1717]
lots-list: [552, 280, 807, 390]
schedule-value: Wednesday, 9th: [177, 145, 264, 158]
death-text: RATCLIFFE—On the 22nd March, at her residence, Alexandra South, Annie, the beloved wife of George Ratcliffe, in her 54th year.: [1094, 57, 1349, 111]
to-let-text: To Let, for one, two, or three years, about 600 Acres of excellently grassed land in Block V., Lauder Survey District, well watered and securely fenced—sheep and cattle proof—and well adapted for sheep or cattle grazing or cultivation.: [823, 224, 1078, 304]
divider: [9, 1601, 264, 1602]
sale2-date: SATURDAY, MARCH 29, 1884, At 12.30 sharp.: [553, 694, 805, 723]
green-text-2: Patent Medicines, Tobacco, etc.: [591, 1433, 768, 1446]
lothian-schedule: [823, 1167, 1078, 1207]
sale-sub: FREEHOLD LAND, SHEEP, Etc., In the Intestate Estate of G. W. Goodger, late of Cromwell, Deceased.: [566, 140, 793, 180]
schedule-value: Friday, 25th: [197, 212, 264, 225]
place-row: [281, 1717, 535, 1730]
schedule-value: Monday 7th: [198, 118, 264, 131]
